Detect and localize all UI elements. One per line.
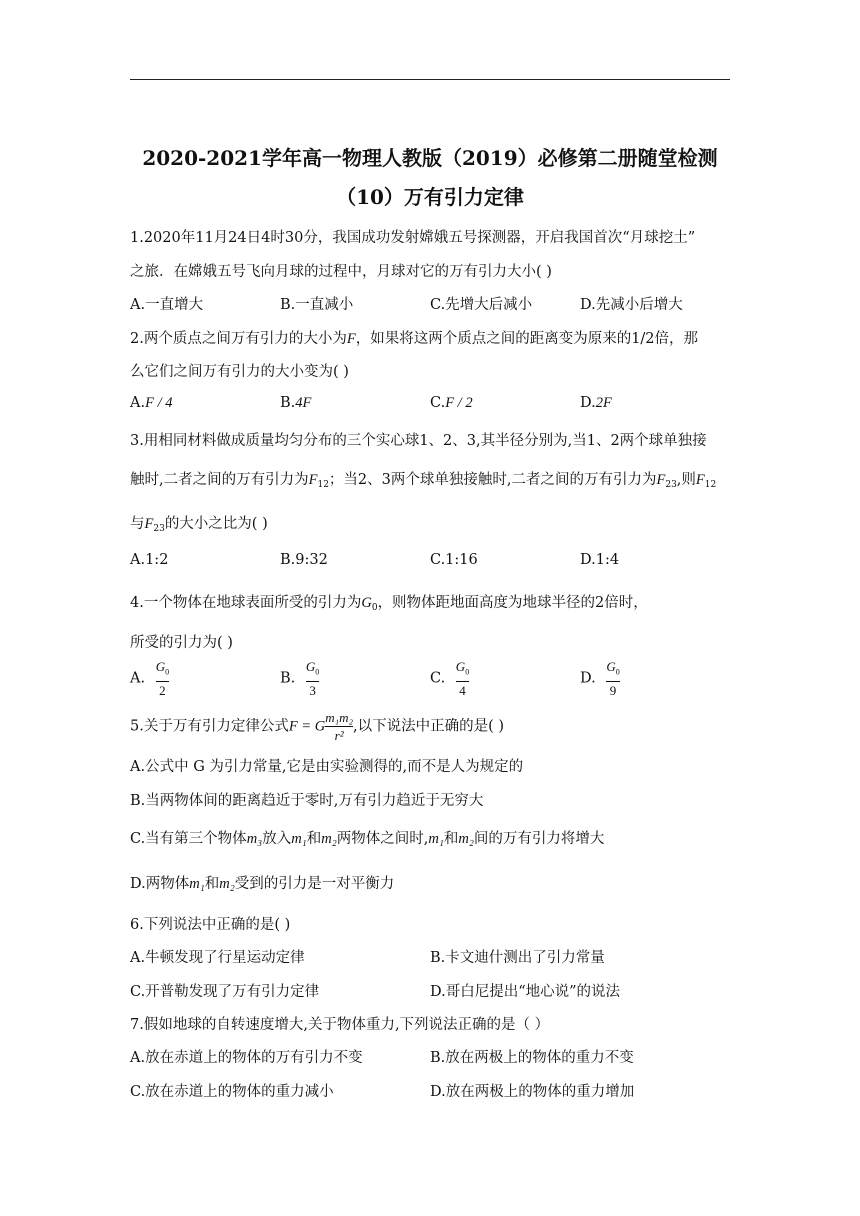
q6-option-d: D.哥白尼提出“地心说”的说法	[430, 984, 621, 1000]
q1-option-a: A.一直增大	[130, 297, 204, 313]
q1-stem-line2: 之旅．在嫦娥五号飞向月球的过程中，月球对它的万有引力大小( )	[130, 264, 552, 280]
q7-option-c: C.放在赤道上的物体的重力减小	[130, 1084, 334, 1100]
page-title: 2020-2021学年高一物理人教版（2019）必修第二册随堂检测	[142, 146, 718, 170]
q6-option-a: A.牛顿发现了行星运动定律	[130, 950, 305, 966]
q1-stem-line1: 1.2020年11月24日4时30分，我国成功发射嫦娥五号探测器，开启我国首次“月球挖土”	[130, 230, 696, 246]
q2-stem-line1	[130, 327, 698, 348]
q5-option-b: B.当两物体间的距离趋近于零时,万有引力趋近于无穷大	[130, 793, 484, 809]
q7-option-b: B.放在两极上的物体的重力不变	[430, 1050, 634, 1066]
q5-formula-fraction: $\frac{\text{m₁m₂}}{\text{r²}}$	[325, 710, 354, 743]
q3-symbol-f12: F	[308, 472, 318, 488]
q2-stem-text-a: 2.两个质点之间万有引力的大小为	[130, 331, 347, 347]
q4-option-b: B. $\frac{G_0}{3}$	[280, 659, 320, 698]
q4-option-a: A. $\frac{G_0}{2}$	[130, 659, 170, 698]
q7-option-a: A.放在赤道上的物体的万有引力不变	[130, 1050, 363, 1066]
q3-option-a: A.1:2	[130, 552, 169, 568]
q5-formula-lhs: F = G	[288, 718, 326, 735]
q7-option-d: D.放在两极上的物体的重力增加	[430, 1084, 635, 1100]
q4-stem-line1: 4.一个物体在地球表面所受的引力为$G_0$，则物体距地面高度为地球半径的2倍时，	[130, 595, 648, 613]
q2-stem-line2: 么它们之间万有引力的大小变为( )	[130, 364, 349, 380]
q6-option-b: B.卡文迪什测出了引力常量	[430, 950, 605, 966]
q2-option-c: C.F / 2	[430, 395, 473, 411]
q3-stem-line3: 与$F_{23}$的大小之比为( )	[130, 516, 268, 534]
q1-option-b: B.一直减小	[280, 297, 354, 313]
q1-option-d: D.先减小后增大	[580, 297, 683, 313]
q2-option-a: A.F / 4	[130, 395, 173, 411]
q2-symbol-f: F	[346, 331, 356, 347]
q3-stem-line2: 触时,二者之间的万有引力为$F_{12}$；当2、3两个球单独接触时,二者之间的万有引力为$F_{23}$,则$F_{12}$	[130, 472, 717, 490]
q5-option-a: A.公式中 G 为引力常量,它是由实验测得的,而不是人为规定的	[130, 759, 524, 775]
q3-option-d: D.1:4	[580, 552, 620, 568]
q4-symbol-g0: G	[361, 595, 372, 611]
q4-stem-line2: 所受的引力为( )	[130, 635, 233, 651]
q2-option-b: B.4F	[280, 395, 312, 411]
q3-symbol-f23: F	[656, 472, 666, 488]
q6-stem: 6.下列说法中正确的是( )	[130, 917, 291, 933]
q1-option-c: C.先增大后减小	[430, 297, 533, 313]
q3-option-c: C.1:16	[430, 552, 478, 568]
q6-option-c: C.开普勒发现了万有引力定律	[130, 984, 320, 1000]
header-rule	[130, 79, 730, 80]
q4-option-c: C. $\frac{G_0}{4}$	[430, 659, 470, 698]
q5-stem: 5.关于万有引力定律公式F = G $\frac{\text{m₁m₂}}{\text{r²}}$ ,以下说法中正确的是( )	[130, 710, 505, 743]
q7-stem: 7.假如地球的自转速度增大,关于物体重力,下列说法正确的是（ ）	[130, 1017, 550, 1033]
page-subtitle: （10）万有引力定律	[336, 185, 524, 209]
q4-option-d: D. $\frac{G_0}{9}$	[580, 659, 620, 698]
q2-stem-text-b: ，如果将这两个质点之间的距离变为原来的1/2倍，那	[355, 331, 699, 347]
q3-option-b: B.9:32	[280, 552, 328, 568]
q2-option-d: D.2F	[580, 395, 612, 411]
q3-stem-line1: 3.用相同材料做成质量均匀分布的三个实心球1、2、3,其半径分别为,当1、2两个球单独接	[130, 433, 707, 449]
q5-option-c: C.当有第三个物体m₃放入m₁和m₂两物体之间时,m₁和m₂间的万有引力将增大	[130, 831, 605, 847]
q5-option-d: D.两物体m₁和m₂受到的引力是一对平衡力	[130, 876, 395, 892]
